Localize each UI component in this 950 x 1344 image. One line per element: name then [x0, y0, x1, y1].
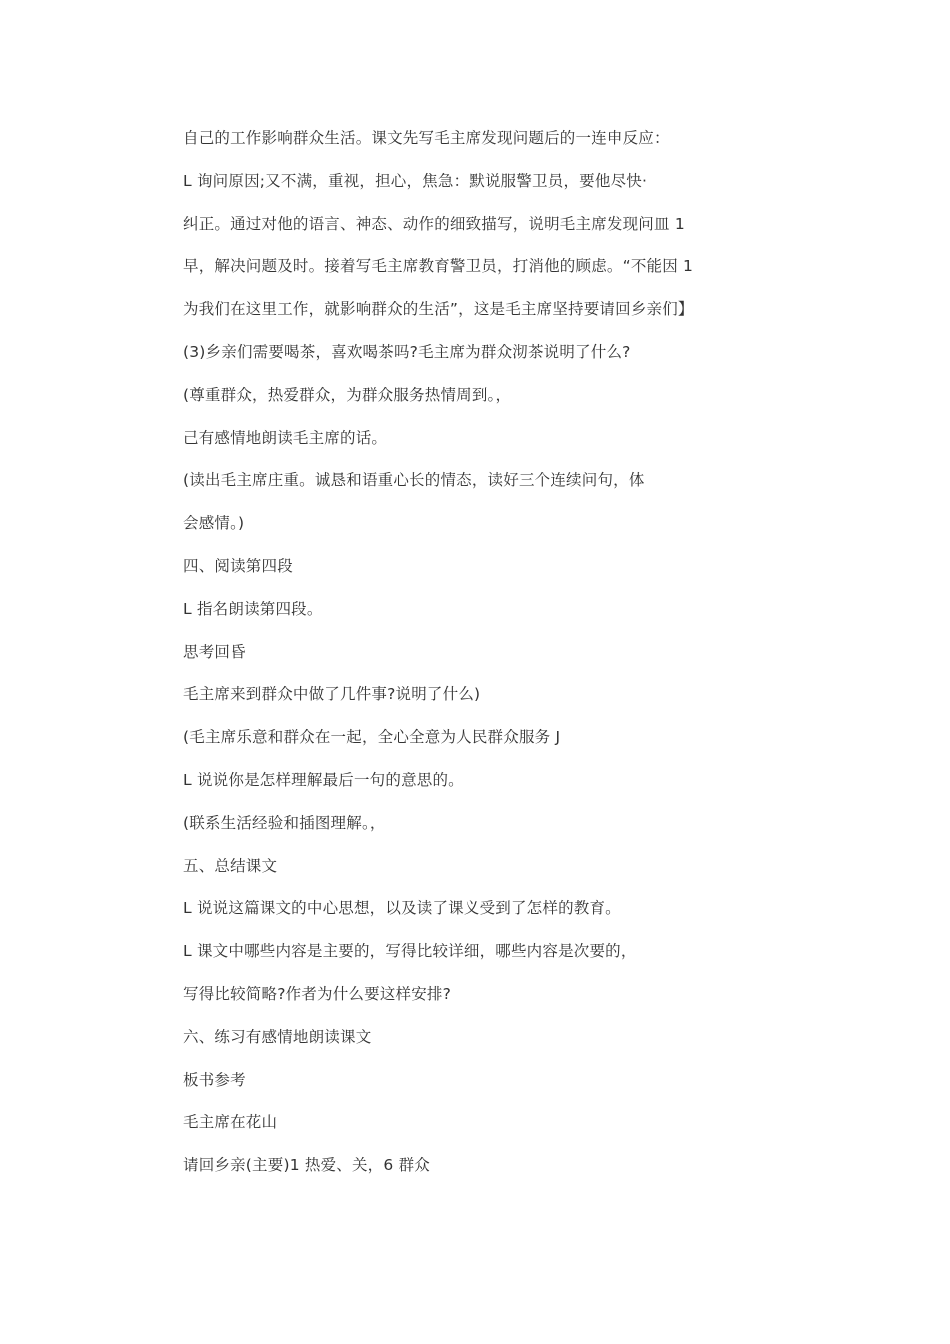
- section-heading: 五、总结课文: [183, 856, 278, 875]
- text-line: 思考回昏: [183, 642, 246, 661]
- section-heading: 四、阅读第四段: [183, 556, 293, 575]
- text-line: (联系生活经验和插图理解。，: [183, 813, 386, 832]
- text-line: 毛主席来到群众中做了几件事?说明了什么): [183, 685, 481, 704]
- text-line: 己有感情地朗读毛主席的话。: [183, 428, 388, 447]
- text-line: 为我们在这里工作，就影响群众的生活”，这是毛主席坚持要请回乡亲们】: [183, 300, 694, 319]
- text-line: L 说说这篇课文的中心思想，以及读了课义受到了怎样的教育。: [183, 899, 621, 918]
- text-line: L 说说你是怎样理解最后一句的意思的。: [183, 770, 464, 789]
- text-line: 自己的工作影响群众生活。课文先写毛主席发现问题后的一连申反应：: [183, 129, 670, 147]
- text-line: L 课文中哪些内容是主要的，写得比较详细，哪些内容是次要的，: [183, 942, 637, 961]
- text-line: L 询问原因;又不满，重视，担心，焦急：默说服警卫员，要他尽快·: [183, 171, 648, 190]
- document-body: [183, 126, 783, 1196]
- text-line: 板书参考: [183, 1070, 246, 1089]
- text-line: (毛主席乐意和群众在一起，全心全意为人民群众服务 J: [183, 728, 561, 747]
- text-line: 会感情。): [183, 514, 245, 533]
- text-line: 写得比较简略?作者为什么要这样安排?: [183, 984, 452, 1003]
- text-line: 纠正。通过对他的语言、神态、动作的细致描写，说明毛主席发现问皿 1: [183, 214, 685, 233]
- text-line: 请回乡亲(主要)1 热爱、关，6 群众: [183, 1156, 430, 1175]
- text-line: (3)乡亲们需要喝茶，喜欢喝茶吗?毛主席为群众沏茶说明了什么?: [183, 342, 631, 361]
- text-line: L 指名朗读第四段。: [183, 599, 323, 618]
- text-line: 毛主席在花山: [183, 1113, 278, 1132]
- section-heading: 六、练习有感情地朗读课文: [183, 1027, 372, 1046]
- text-line: (尊重群众，热爱群众，为群众服务热情周到。，: [183, 385, 512, 404]
- text-line: (读出毛主席庄重。诚恳和语重心长的情态，读好三个连续问句，体: [183, 471, 645, 490]
- text-line: 早，解决问题及时。接着写毛主席教育警卫员，打消他的顾虑。“不能因 1: [183, 257, 694, 276]
